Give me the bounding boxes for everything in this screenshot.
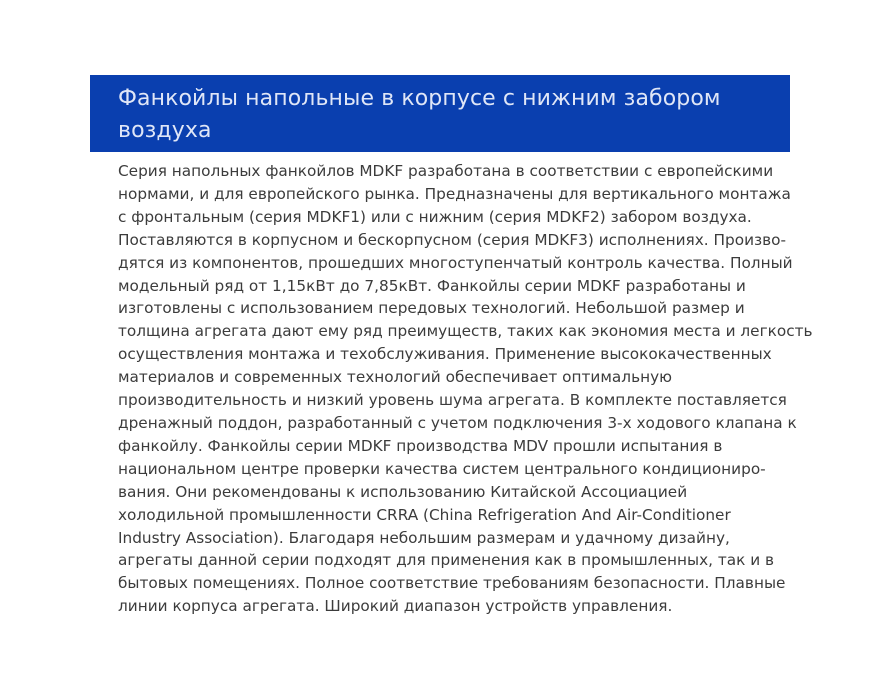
paragraph-line: осуществления монтажа и техобслуживания. Применение высококачественных <box>118 345 772 364</box>
section-header <box>90 75 790 152</box>
paragraph-line: производительность и низкий уровень шума агрегата. В комплекте поставляется <box>118 391 787 410</box>
paragraph-line: материалов и современных технологий обеспечивает оптимальную <box>118 368 673 387</box>
paragraph-line: национальном центре проверки качества систем центрального кондициониро- <box>118 459 766 478</box>
paragraph-line: линии корпуса агрегата. Широкий диапазон устройств управления. <box>118 597 673 616</box>
paragraph-line: изготовлены с использованием передовых технологий. Небольшой размер и <box>118 299 745 318</box>
paragraph-line: дренажный поддон, разработанный с учетом подключения 3-х ходового клапана к <box>118 413 797 432</box>
paragraph-line: вания. Они рекомендованы к использованию Китайской Ассоциацией <box>118 482 688 501</box>
page-title <box>118 83 770 147</box>
paragraph-line: Поставляются в корпусном и бескорпусном (серия MDKF3) исполнениях. Произво- <box>118 230 787 249</box>
paragraph-line: толщина агрегата дают ему ряд преимуществ, таких как экономия места и легкость <box>118 322 813 341</box>
description-paragraph <box>118 160 813 618</box>
paragraph-line: модельный ряд от 1,15кВт до 7,85кВт. Фанкойлы серии MDKF разработаны и <box>118 276 746 295</box>
paragraph-line: Industry Association). Благодаря небольшим размерам и удачному дизайну, <box>118 528 730 547</box>
paragraph-line: Серия напольных фанкойлов MDKF разработана в соответствии с европейскими <box>118 162 774 180</box>
paragraph-line: нормами, и для европейского рынка. Предназначены для вертикального монтажа <box>118 184 791 203</box>
paragraph-line: агрегаты данной серии подходят для применения как в промышленных, так и в <box>118 551 775 570</box>
paragraph-line: бытовых помещениях. Полное соответствие требованиям безопасности. Плавные <box>118 574 786 593</box>
title-line: Фанкойлы напольные в корпусе с нижним забором <box>118 86 721 111</box>
title-line: воздуха <box>118 118 212 143</box>
paragraph-line: дятся из компонентов, прошедших многоступенчатый контроль качества. Полный <box>118 253 793 272</box>
paragraph-line: фанкойлу. Фанкойлы серии MDKF производства MDV прошли испытания в <box>118 436 723 455</box>
paragraph-line: с фронтальным (серия MDKF1) или с нижним (серия MDKF2) забором воздуха. <box>118 207 752 226</box>
paragraph-line: холодильной промышленности CRRA (China Refrigeration And Air-Conditioner <box>118 505 731 524</box>
